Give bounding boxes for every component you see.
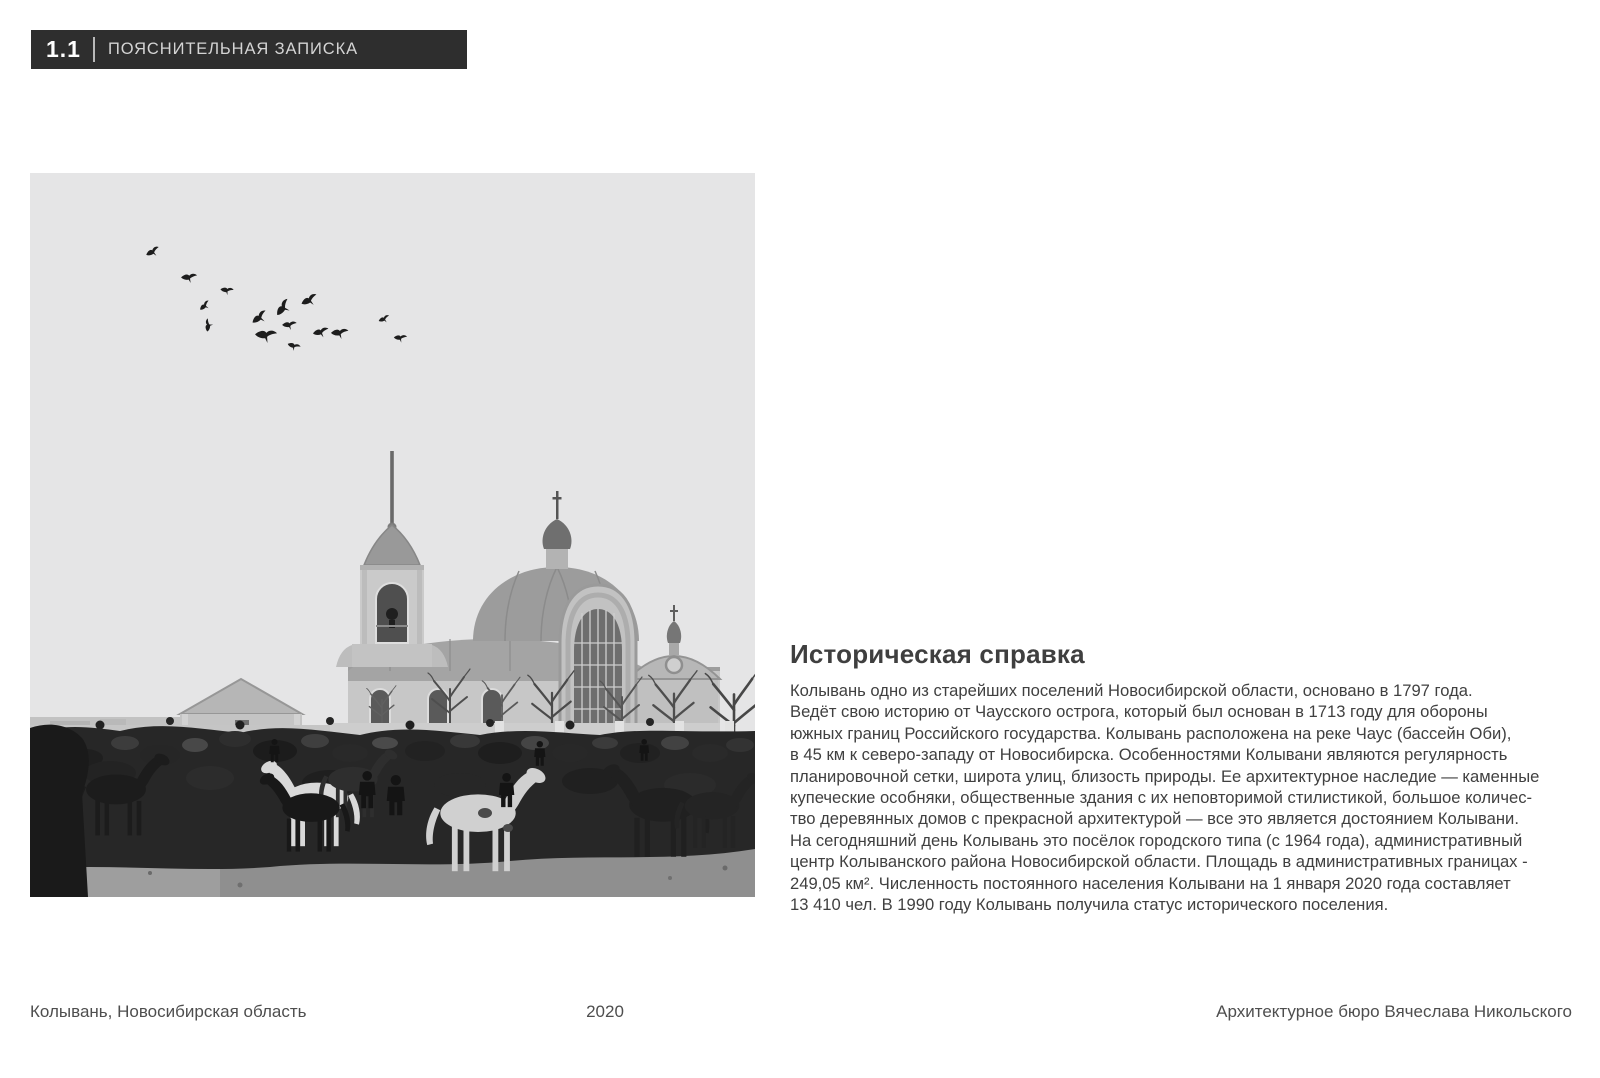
- footer-location: Колывань, Новосибирская область: [30, 1002, 307, 1021]
- body-line: центр Колыванского района Новосибирской области. Площадь в административных границах -: [790, 852, 1528, 872]
- footer-studio: Архитектурное бюро Вячеслава Никольского: [1216, 1002, 1572, 1021]
- section-title: ПОЯСНИТЕЛЬНАЯ ЗАПИСКА: [107, 40, 359, 58]
- text-body: [790, 680, 1540, 915]
- gable-window: [560, 585, 636, 733]
- footer-year: 2020: [586, 1002, 624, 1021]
- section-number: 1.1: [46, 36, 81, 62]
- body-line: 13 410 чел. В 1990 году Колывань получила статус исторического поселения.: [790, 895, 1389, 915]
- body-line: южных границ Российского государства. Колывань расположена на реке Чаус (бассейн Оби),: [790, 723, 1512, 743]
- section-header-bar: [31, 30, 467, 69]
- body-line: Ведёт свою историю от Чаусского острога, который был основан в 1713 году для обороны: [790, 702, 1488, 722]
- body-line: тво деревянных домов с прекрасной архитектурой — все это является достоянием Колывани.: [790, 809, 1519, 829]
- body-line: На сегодняшний день Колывань это посёлок городского типа (с 1964 года), административный: [790, 830, 1523, 850]
- body-line: Колывань одно из старейших поселений Новосибирской области, основано в 1797 года.: [790, 681, 1473, 700]
- body-line: купеческие особняки, общественные здания с их неповторимой стилистикой, большое количес-: [790, 788, 1533, 808]
- historic-photo: [30, 173, 755, 897]
- body-line: 249,05 км². Численность постоянного населения Колывани на 1 января 2020 года составляет: [790, 873, 1511, 893]
- body-line: в 45 км к северо-западу от Новосибирска. Особенностями Колывани являются регулярность: [790, 745, 1508, 765]
- text-title: Историческая справка: [790, 639, 1085, 669]
- foreground-rider: [30, 725, 89, 897]
- historic-photo-canvas: [30, 173, 755, 897]
- body-line: планировочной сетки, широта улиц, близость природы. Ее архитектурное наследие — каменные: [790, 766, 1540, 786]
- section-divider: [93, 37, 95, 62]
- historical-reference: [790, 639, 1540, 915]
